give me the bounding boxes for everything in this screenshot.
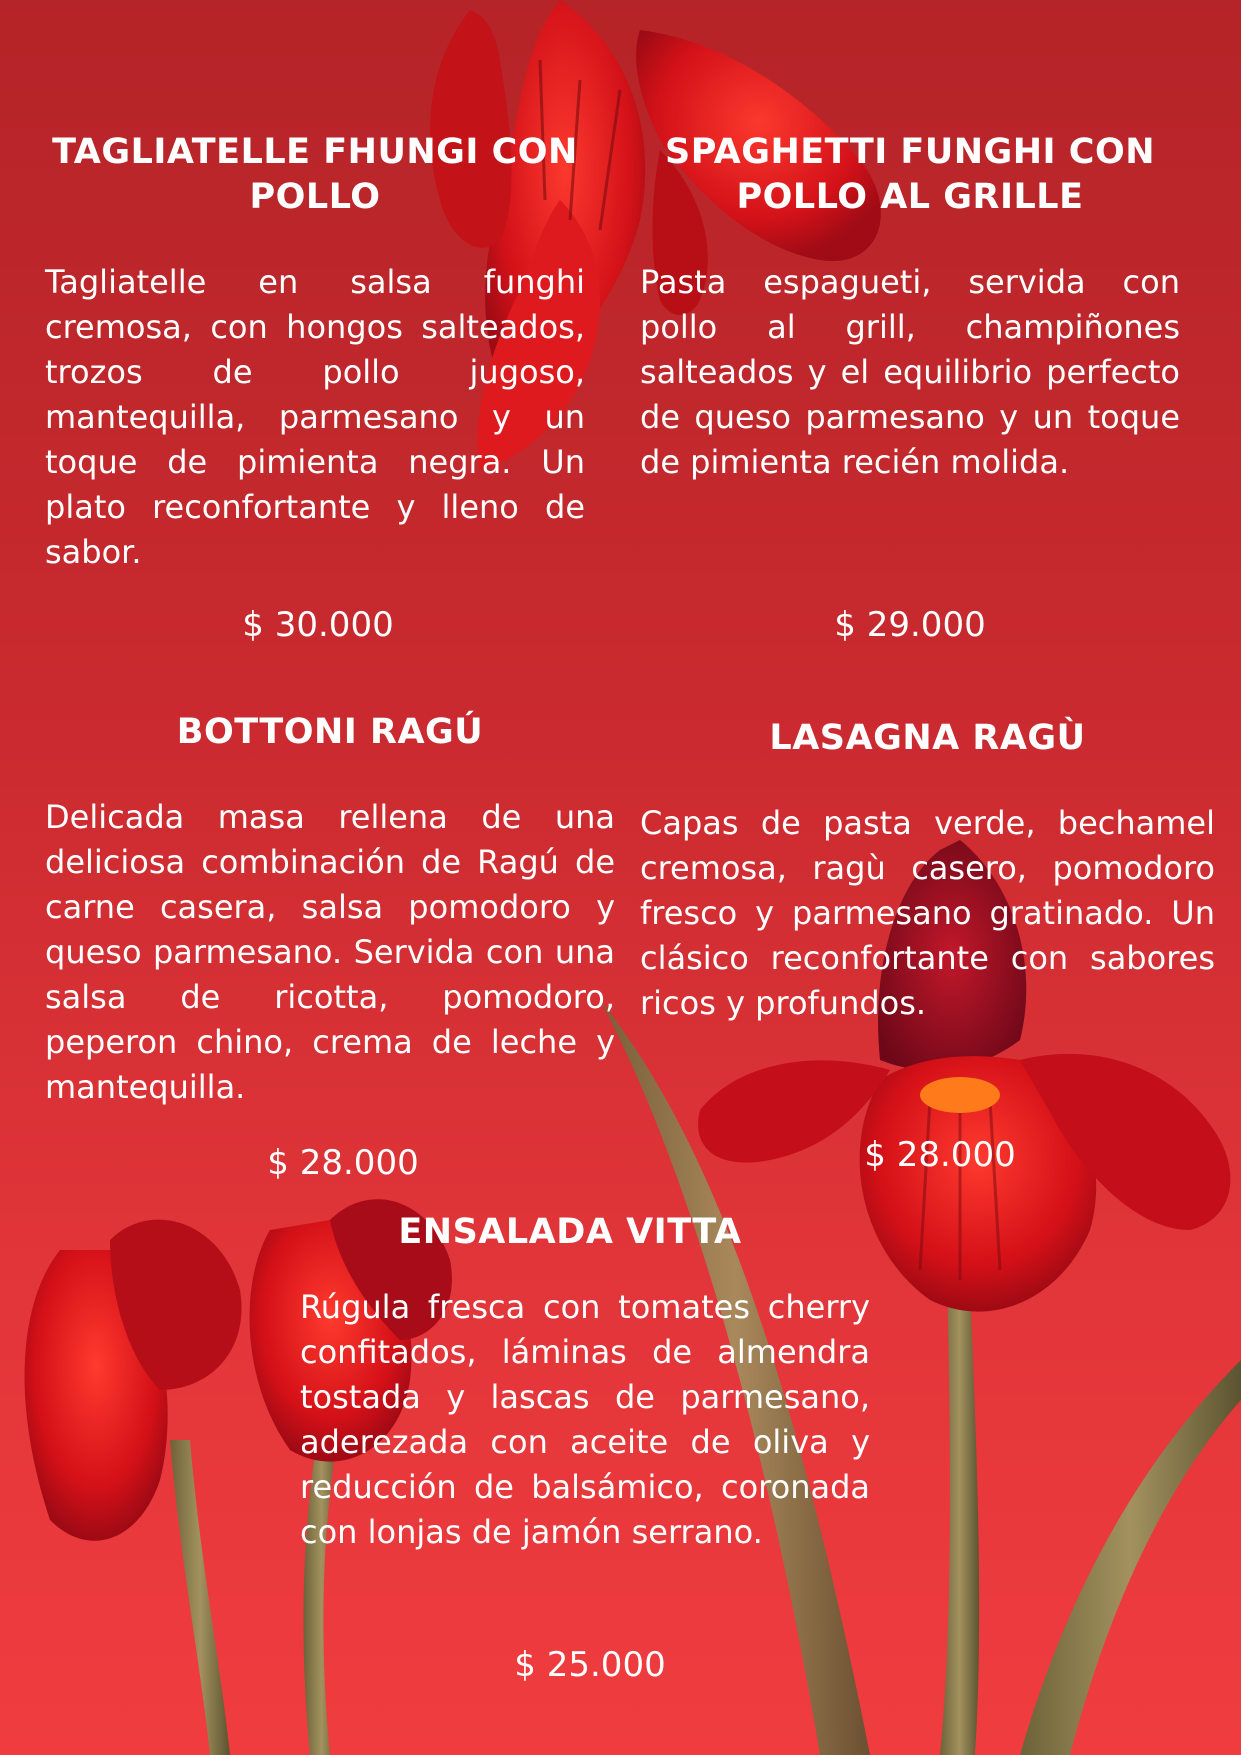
dish-description: Pasta espagueti, servida con pollo al grill, champiñones salteados y el equilibrio perfecto de queso parmesano y un toque de pimienta recién molida.	[640, 263, 1180, 481]
dish-description: Capas de pasta verde, bechamel cremosa, ragù casero, pomodoro fresco y parmesano gratinado. Un clásico reconfortante con sabores ricos y profundos.	[640, 804, 1215, 1022]
menu-item-ensalada	[300, 1210, 870, 1555]
dish-price: $ 28.000	[267, 1143, 419, 1183]
dish-price: $ 30.000	[242, 605, 394, 645]
dish-description: Tagliatelle en salsa funghi cremosa, con hongos salteados, trozos de pollo jugoso, mantequilla, parmesano y un toque de pimienta negra. Un plato reconfortante y lleno de sabor.	[45, 263, 585, 571]
dish-title: TAGLIATELLE FHUNGI CON POLLO	[52, 132, 578, 217]
dish-price: $ 29.000	[834, 605, 986, 645]
dish-price: $ 25.000	[514, 1645, 666, 1685]
menu-item-lasagna	[640, 716, 1215, 1026]
dish-title: SPAGHETTI FUNGHI CON POLLO AL GRILLE	[664, 132, 1155, 217]
dish-title: BOTTONI RAGÚ	[176, 712, 484, 752]
dish-description: Delicada masa rellena de una deliciosa combinación de Ragú de carne casera, salsa pomodoro y queso parmesano. Servida con una salsa de ricotta, pomodoro, peperon chino, crema de leche y mantequilla.	[45, 798, 615, 1106]
menu-item-spaghetti	[640, 130, 1180, 485]
dish-description: Rúgula fresca con tomates cherry confitados, láminas de almendra tostada y lascas de parmesano, aderezada con aceite de oliva y reducción de balsámico, coronada con lonjas de jamón serrano.	[300, 1288, 870, 1551]
menu-item-bottoni	[45, 710, 615, 1110]
dish-title: ENSALADA VITTA	[398, 1212, 742, 1252]
dish-title: LASAGNA RAGÙ	[769, 718, 1086, 758]
menu-item-tagliatelle	[45, 130, 585, 575]
dish-price: $ 28.000	[864, 1135, 1016, 1175]
